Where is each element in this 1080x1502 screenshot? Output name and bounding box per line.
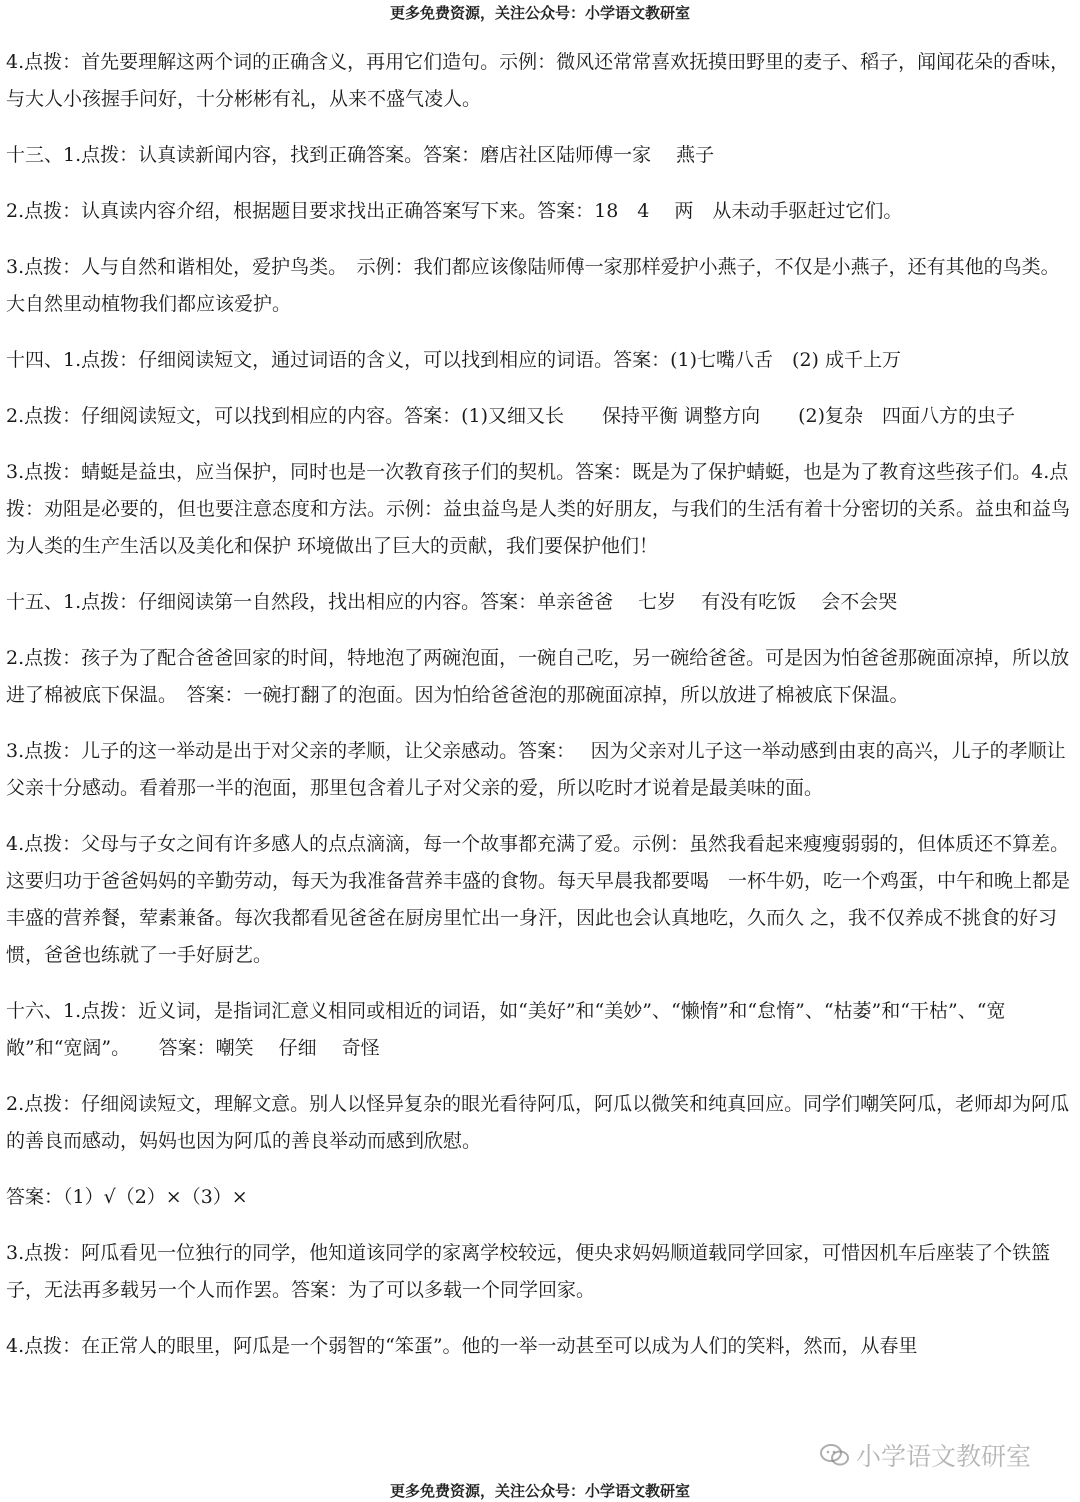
paragraph: 十三、1.点拨：认真读新闻内容，找到正确答案。答案：磨店社区陆师傅一家 燕子	[6, 144, 715, 166]
page-header: 更多免费资源，关注公众号：小学语文教研室	[389, 4, 690, 22]
paragraph: 4.点拨：父母与子女之间有许多感人的点点滴滴，每一个故事都充满了爱。示例：虽然我看起来瘦瘦弱弱的，但体质还不算差。这要归功于爸爸妈妈的辛勤劳动，每天为我准备营养丰盛的食物。每天早晨我都要喝 一杯牛奶，吃一个鸡蛋，中午和晚上都是丰盛的营养餐，荤素兼备。每次我都看见爸爸在厨房里忙出一身汗，因此也会认真地吃，久而久 之，我不仅养成不挑食的好习惯，爸爸也练就了一手好厨艺。	[6, 833, 1071, 966]
paragraph: 2.点拨：孩子为了配合爸爸回家的时间，特地泡了两碗泡面，一碗自己吃，另一碗给爸爸。可是因为怕爸爸那碗面凉掉，所以放进了棉被底下保温。 答案：一碗打翻了的泡面。因为怕给爸爸泡的那碗面凉掉，所以放进了棉被底下保温。	[6, 647, 1070, 706]
watermark-label: 小学语文教研室	[856, 1442, 1032, 1471]
paragraph: 3.点拨：阿瓜看见一位独行的同学，他知道该同学的家离学校较远，便央求妈妈顺道载同学回家，可惜因机车后座装了个铁篮子，无法再多载另一个人而作罢。答案：为了可以多载一个同学回家。	[6, 1242, 1051, 1301]
paragraph: 3.点拨：人与自然和谐相处，爱护鸟类。 示例：我们都应该像陆师傅一家那样爱护小燕子，不仅是小燕子，还有其他的鸟类。大自然里动植物我们都应该爱护。	[6, 256, 1060, 315]
page-footer: 更多免费资源，关注公众号：小学语文教研室	[389, 1482, 690, 1500]
wechat-watermark	[820, 1436, 1060, 1474]
answer-text-body	[6, 44, 1070, 1384]
paragraph: 2.点拨：仔细阅读短文，理解文意。别人以怪异复杂的眼光看待阿瓜，阿瓜以微笑和纯真回应。同学们嘲笑阿瓜，老师却为阿瓜的善良而感动，妈妈也因为阿瓜的善良举动而感到欣慰。	[6, 1093, 1070, 1152]
paragraph: 十五、1.点拨：仔细阅读第一自然段，找出相应的内容。答案：单亲爸爸 七岁 有没有吃饭 会不会哭	[6, 591, 898, 613]
paragraph: 2.点拨：认真读内容介绍，根据题目要求找出正确答案写下来。答案：18 4 两 从未动手驱赶过它们。	[6, 200, 903, 222]
paragraph: 答案：（1）√（2）×（3）×	[6, 1186, 248, 1208]
paragraph: 3.点拨：蜻蜓是益虫，应当保护，同时也是一次教育孩子们的契机。答案：既是为了保护蜻蜓，也是为了教育这些孩子们。4.点拨：劝阻是必要的，但也要注意态度和方法。示例：益虫益鸟是人类的好朋友，与我们的生活有着十分密切的关系。益虫和益鸟为人类的生产生活以及美化和保护 环境做出了巨大的贡献，我们要保护他们！	[6, 461, 1071, 557]
paragraph: 4.点拨：在正常人的眼里，阿瓜是一个弱智的“笨蛋”。他的一举一动甚至可以成为人们的笑料，然而，从春里	[6, 1335, 918, 1357]
paragraph: 4.点拨：首先要理解这两个词的正确含义，再用它们造句。示例：微风还常常喜欢抚摸田野里的麦子、稻子，闻闻花朵的香味，与大人小孩握手问好，十分彬彬有礼，从来不盛气凌人。	[6, 51, 1070, 110]
paragraph: 3.点拨：儿子的这一举动是出于对父亲的孝顺，让父亲感动。答案： 因为父亲对儿子这一举动感到由衷的高兴，儿子的孝顺让父亲十分感动。看着那一半的泡面，那里包含着儿子对父亲的爱，所以吃时才说着是最美味的面。	[6, 740, 1066, 799]
paragraph: 2.点拨：仔细阅读短文，可以找到相应的内容。答案：(1)又细又长 保持平衡 调整方向 (2)复杂 四面八方的虫子	[6, 405, 1015, 427]
paragraph: 十四、1.点拨：仔细阅读短文，通过词语的含义，可以找到相应的词语。答案：(1)七嘴八舌 (2) 成千上万	[6, 349, 901, 371]
wechat-logo-icon	[820, 1444, 850, 1466]
paragraph: 十六、1.点拨：近义词，是指词汇意义相同或相近的词语，如“美好”和“美妙”、“懒惰”和“怠惰”、“枯萎”和“干枯”、“宽敞”和“宽阔”。 答案：嘲笑 仔细 奇怪	[6, 1000, 1006, 1059]
